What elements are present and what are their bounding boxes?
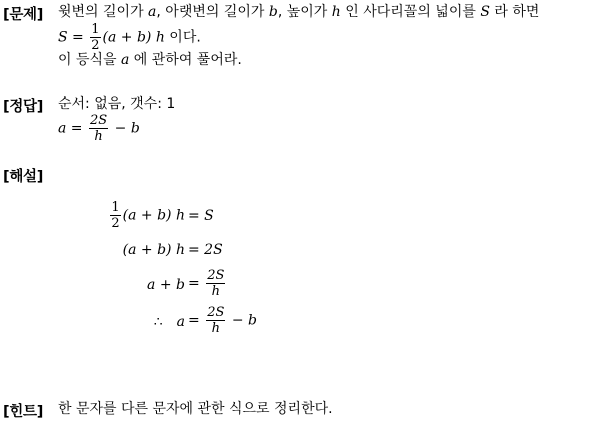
fraction: $\frac{2S}{h}$ [90,113,108,144]
problem-line-3: 이 등식을 a 에 관하여 풀어라. [58,52,242,68]
explanation-step-4 [0,305,591,339]
fraction: $\frac{2S}{h}$ [207,305,225,336]
step-lhs: a + b [147,277,185,293]
answer-label: [정답] [3,99,44,115]
answer-line-1: 순서: 없음, 갯수: 1 [58,96,176,112]
step-rhs: = S [188,208,214,224]
problem-label: [문제] [3,7,44,23]
explanation-label: [해설] [3,169,44,185]
step-rhs: = 2S [188,242,223,258]
fraction: $\frac{2S}{h}$ [207,268,225,299]
fraction: $\frac{1}{2}$ [91,22,100,53]
answer-line-2: a = $\frac{2S}{h}$ − b [58,113,140,144]
explanation-step-3 [0,268,591,302]
explanation-step-1 [0,200,591,234]
step-lhs: (a + b) h [122,242,185,258]
hint-label: [힌트] [3,404,44,420]
explanation-step-2 [0,242,591,262]
step-rhs: = $\frac{2S}{h}$ [188,268,225,299]
therefore-symbol: ∴ [153,314,163,330]
fraction: $\frac{1}{2}$ [111,200,120,231]
problem-line-1: 윗변의 길이가 a, 아랫변의 길이가 b, 높이가 h 인 사다리꼴의 넓이를 S 라 하면 [58,4,540,20]
step-lhs: $\frac{1}{2}$ (a + b) h [111,200,185,231]
problem-line-2: S = $\frac{1}{2}$ (a + b) h 이다. [58,22,201,53]
hint-text: 한 문자를 다른 문자에 관한 식으로 정리한다. [58,401,333,417]
step-rhs: = $\frac{2S}{h}$ − b [188,305,257,336]
step-lhs: ∴ a [153,314,185,330]
